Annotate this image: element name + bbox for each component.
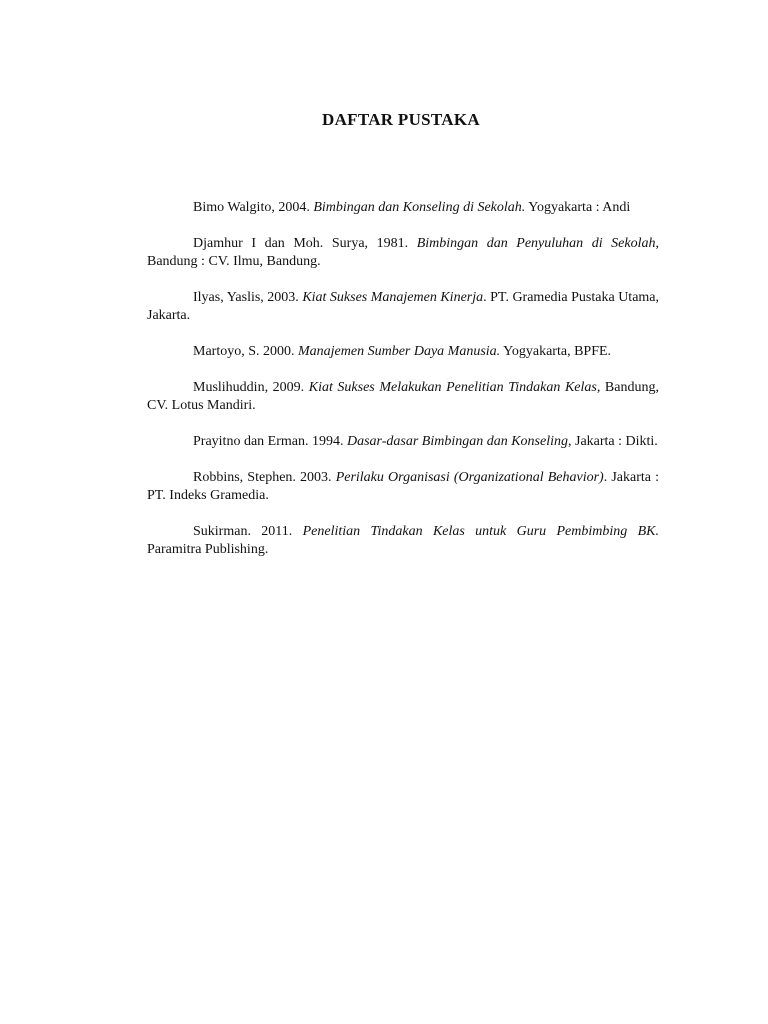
reference-title: Penelitian Tindakan Kelas untuk Guru Pembimbing BK. (302, 524, 659, 539)
reference-publisher: Paramitra Publishing. (147, 542, 269, 557)
reference-authors-year: Bimo Walgito, 2004. (193, 200, 314, 215)
reference-publisher: , Bandung : CV. Ilmu, Bandung. (147, 236, 659, 269)
reference-title: Kiat Sukses Manajemen Kinerja (302, 290, 484, 305)
reference-publisher: . Jakarta : PT. Indeks Gramedia. (147, 470, 660, 503)
page-title: DAFTAR PUSTAKA (322, 110, 480, 129)
reference-authors-year: Prayitno dan Erman. 1994. (193, 434, 347, 449)
reference-authors-year: Robbins, Stephen. 2003. (193, 470, 336, 485)
reference-title: Perilaku Organisasi (Organizational Behavior) (335, 470, 604, 485)
reference-authors-year: Ilyas, Yaslis, 2003. (193, 290, 303, 305)
reference-list (147, 199, 659, 577)
reference-entry (147, 343, 659, 361)
reference-entry (147, 523, 659, 559)
reference-publisher: . PT. Gramedia Pustaka Utama, Jakarta. (147, 290, 660, 323)
reference-authors-year: Martoyo, S. 2000. (193, 344, 298, 359)
reference-title: Bimbingan dan Konseling di Sekolah. (313, 200, 526, 215)
reference-publisher: , Jakarta : Dikti. (568, 434, 658, 449)
reference-entry (147, 379, 659, 415)
reference-publisher: Yogyakarta : Andi (525, 200, 631, 215)
reference-entry (147, 289, 659, 325)
reference-title: Dasar-dasar Bimbingan dan Konseling (346, 434, 568, 449)
reference-authors-year: Muslihuddin, 2009. (193, 380, 309, 395)
reference-title: Manajemen Sumber Daya Manusia. (298, 344, 501, 359)
reference-entry (147, 469, 659, 505)
reference-entry (147, 235, 659, 271)
reference-title: Kiat Sukses Melakukan Penelitian Tindakan Kelas, (308, 380, 601, 395)
reference-title: Bimbingan dan Penyuluhan di Sekolah (416, 236, 656, 251)
reference-authors-year: Djamhur I dan Moh. Surya, 1981. (193, 236, 417, 251)
reference-publisher: Bandung, CV. Lotus Mandiri. (147, 380, 659, 413)
reference-entry (147, 433, 659, 451)
reference-authors-year: Sukirman. 2011. (193, 524, 303, 539)
reference-publisher: Yogyakarta, BPFE. (500, 344, 612, 359)
reference-entry (147, 199, 659, 217)
